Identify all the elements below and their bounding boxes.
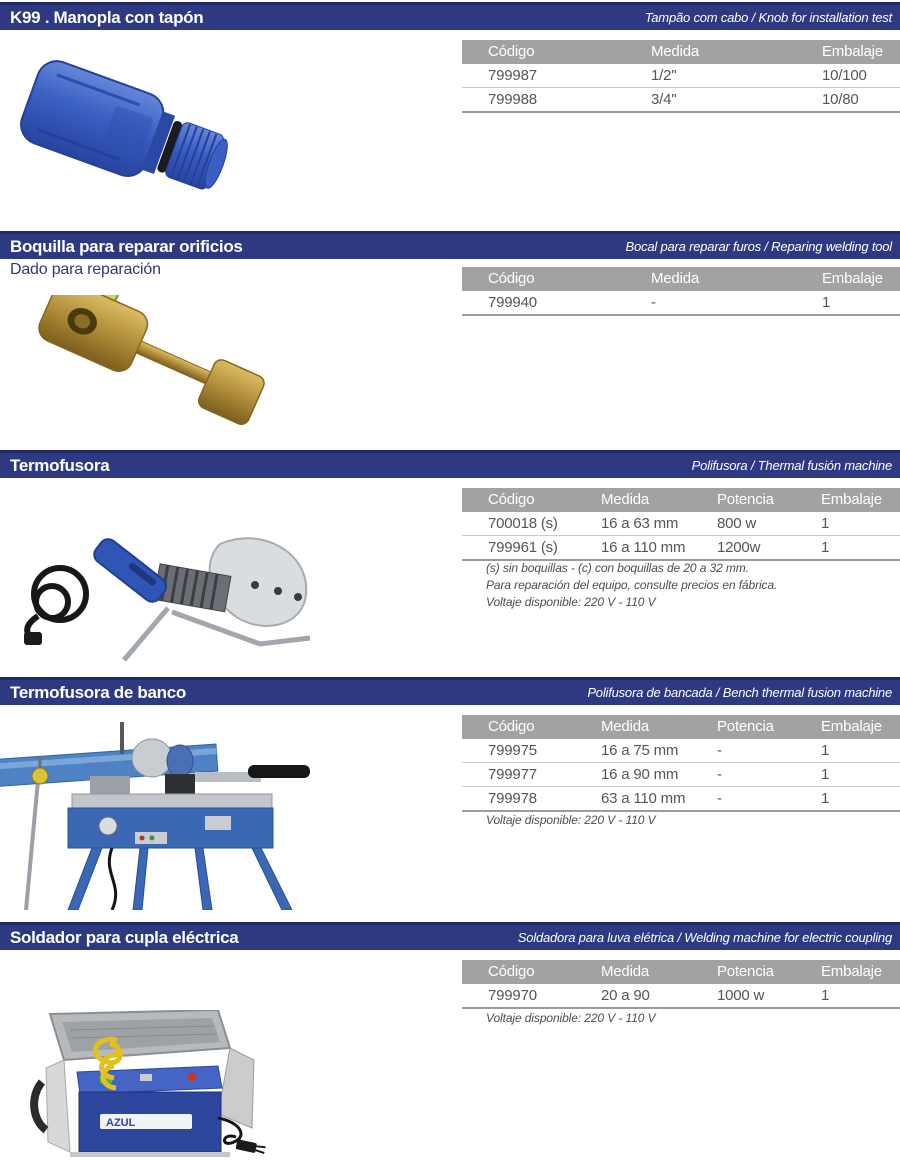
table-row xyxy=(462,984,900,1009)
section-title: Boquilla para reparar orificios xyxy=(10,236,243,256)
section-title: Soldador para cupla eléctrica xyxy=(10,927,239,947)
cell-codigo: 799977 xyxy=(488,766,537,783)
cell-codigo: 799970 xyxy=(488,987,537,1004)
cell-medida: 16 a 75 mm xyxy=(601,742,679,759)
col-header-embalaje: Embalaje xyxy=(821,718,882,735)
col-header-medida: Medida xyxy=(601,963,649,980)
col-header-potencia: Potencia xyxy=(717,963,774,980)
cell-embalaje: 1 xyxy=(822,294,831,311)
product-image-electrofusion-welder-box xyxy=(22,1010,287,1161)
cell-potencia: - xyxy=(717,766,722,783)
section-subtitle: Soldadora para luva elétrica / Welding machine for electric coupling xyxy=(517,930,892,945)
table-termofusora-banco xyxy=(462,715,900,812)
cell-medida: 16 a 110 mm xyxy=(601,539,686,556)
table-boquilla xyxy=(462,267,900,316)
cell-medida: 20 a 90 xyxy=(601,987,650,1004)
product-image-bench-fusion-machine xyxy=(0,716,335,910)
table-row xyxy=(462,536,900,561)
table-notes xyxy=(486,1010,655,1027)
cell-codigo: 799978 xyxy=(488,790,537,807)
cell-codigo: 799940 xyxy=(488,294,537,311)
section-header-termofusora-banco xyxy=(0,677,900,705)
note-line: (s) sin boquillas - (c) con boquillas de 20 a 32 mm. xyxy=(486,561,749,575)
section-title: Termofusora de banco xyxy=(10,682,186,702)
section-header-soldador-cupla xyxy=(0,922,900,950)
section-title: Termofusora xyxy=(10,455,110,475)
cell-potencia: - xyxy=(717,790,722,807)
product-image-thermal-fusion-machine xyxy=(8,512,343,664)
cell-embalaje: 1 xyxy=(821,790,830,807)
table-row xyxy=(462,512,900,536)
cell-medida: 3/4'' xyxy=(651,91,677,108)
cell-medida: 63 a 110 mm xyxy=(601,790,686,807)
note-line: Voltaje disponible: 220 V - 110 V xyxy=(486,1011,656,1025)
col-header-potencia: Potencia xyxy=(717,491,774,508)
table-k99-manopla xyxy=(462,40,900,113)
table-row xyxy=(462,291,900,316)
table-header-row xyxy=(462,488,900,512)
table-notes xyxy=(486,812,655,829)
cell-medida: 16 a 63 mm xyxy=(601,515,679,532)
cell-potencia: 1000 w xyxy=(717,987,765,1004)
note-line: Voltaje disponible: 220 V - 110 V xyxy=(486,595,656,609)
section-subtitle: Tampão com cabo / Knob for installation test xyxy=(644,10,892,25)
col-header-codigo: Código xyxy=(488,718,535,735)
table-termofusora xyxy=(462,488,900,561)
table-notes xyxy=(486,560,777,611)
cell-codigo: 799987 xyxy=(488,67,537,84)
table-header-row xyxy=(462,267,900,291)
col-header-codigo: Código xyxy=(488,491,535,508)
section-header-k99-manopla xyxy=(0,2,900,30)
cell-codigo: 799961 (s) xyxy=(488,539,558,556)
cell-potencia: - xyxy=(717,742,722,759)
col-header-codigo: Código xyxy=(488,270,535,287)
cell-embalaje: 1 xyxy=(821,539,830,556)
cell-embalaje: 10/100 xyxy=(822,67,867,84)
section-subtitle: Polifusora / Thermal fusión machine xyxy=(691,458,892,473)
col-header-embalaje: Embalaje xyxy=(821,963,882,980)
table-row xyxy=(462,88,900,113)
col-header-embalaje: Embalaje xyxy=(822,270,883,287)
table-header-row xyxy=(462,960,900,984)
product-image-brass-repair-die xyxy=(18,295,273,435)
cell-potencia: 1200w xyxy=(717,539,761,556)
table-row xyxy=(462,64,900,88)
cell-codigo: 700018 (s) xyxy=(488,515,558,532)
col-header-potencia: Potencia xyxy=(717,718,774,735)
cell-codigo: 799988 xyxy=(488,91,537,108)
col-header-medida: Medida xyxy=(651,43,699,60)
section-header-boquilla xyxy=(0,231,900,259)
cell-medida: - xyxy=(651,294,656,311)
cell-potencia: 800 w xyxy=(717,515,757,532)
section-title: K99 . Manopla con tapón xyxy=(10,7,204,27)
col-header-medida: Medida xyxy=(601,718,649,735)
section-header-termofusora xyxy=(0,450,900,478)
table-row xyxy=(462,787,900,812)
col-header-medida: Medida xyxy=(651,270,699,287)
cell-embalaje: 1 xyxy=(821,742,830,759)
cell-codigo: 799975 xyxy=(488,742,537,759)
note-line: Voltaje disponible: 220 V - 110 V xyxy=(486,813,656,827)
table-header-row xyxy=(462,715,900,739)
cell-embalaje: 1 xyxy=(821,515,830,532)
cell-embalaje: 1 xyxy=(821,766,830,783)
product-caption: Dado para reparación xyxy=(10,261,161,278)
table-header-row xyxy=(462,40,900,64)
table-soldador-cupla xyxy=(462,960,900,1009)
col-header-embalaje: Embalaje xyxy=(821,491,882,508)
cell-medida: 16 a 90 mm xyxy=(601,766,679,783)
section-subtitle: Polifusora de bancada / Bench thermal fusion machine xyxy=(587,685,892,700)
table-row xyxy=(462,763,900,787)
col-header-medida: Medida xyxy=(601,491,649,508)
section-subtitle: Bocal para reparar furos / Reparing welding tool xyxy=(625,239,892,254)
table-row xyxy=(462,739,900,763)
cell-embalaje: 1 xyxy=(821,987,830,1004)
product-brand-label: AZUL xyxy=(106,1117,136,1129)
col-header-embalaje: Embalaje xyxy=(822,43,883,60)
note-line: Para reparación del equipo, consulte precios en fábrica. xyxy=(486,578,778,592)
col-header-codigo: Código xyxy=(488,963,535,980)
col-header-codigo: Código xyxy=(488,43,535,60)
product-image-blue-knob-plug xyxy=(12,50,252,215)
cell-medida: 1/2'' xyxy=(651,67,677,84)
cell-embalaje: 10/80 xyxy=(822,91,859,108)
